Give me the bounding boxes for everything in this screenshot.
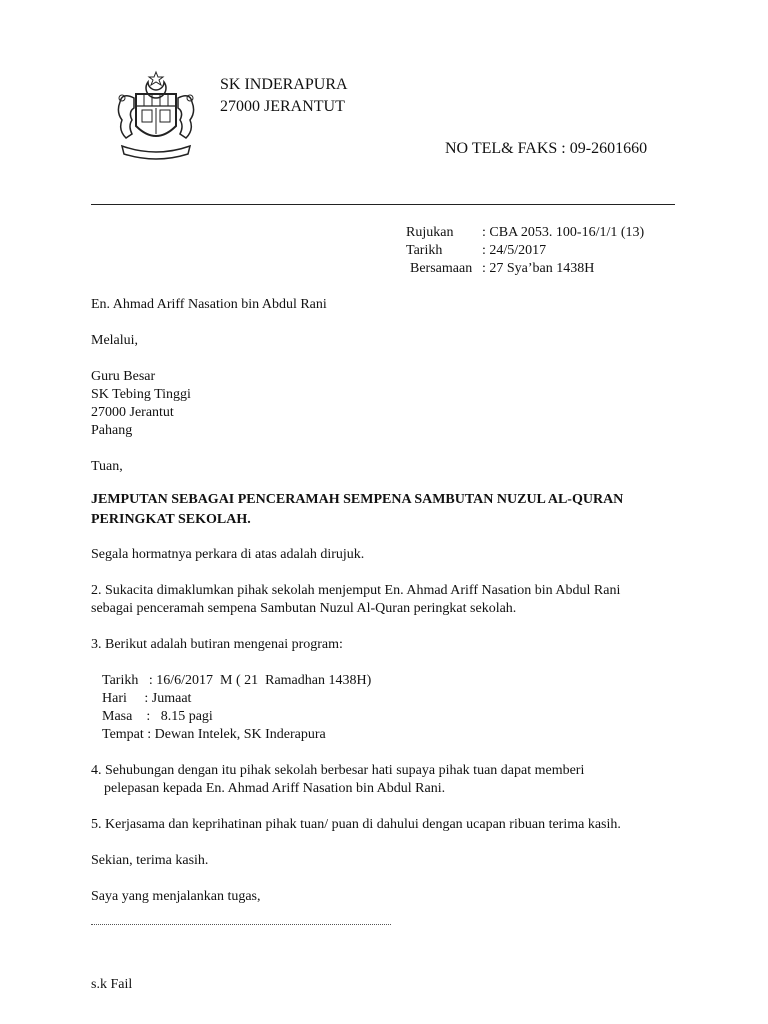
program-masa: Masa : 8.15 pagi [102,709,213,724]
address-line: Pahang [91,423,133,438]
via-label: Melalui, [91,333,139,348]
paragraph-3: 3. Berikut adalah butiran mengenai program: [91,637,343,652]
tel-fax: NO TEL& FAKS : 09-2601660 [445,140,648,157]
rujukan-label: Rujukan [406,225,454,240]
school-town: 27000 JERANTUT [220,98,345,115]
header-divider [91,204,675,205]
salutation: Tuan, [91,459,123,474]
coat-of-arms-logo [108,68,204,164]
paragraph-2-line-2: sebagai penceramah sempena Sambutan Nuzul Al-Quran peringkat sekolah. [91,601,517,616]
tarikh-value: : 24/5/2017 [482,243,547,258]
signoff: Saya yang menjalankan tugas, [91,889,261,904]
tarikh-label: Tarikh [406,243,443,258]
paragraph-2-line-1: 2. Sukacita dimaklumkan pihak sekolah menjemput En. Ahmad Ariff Nasation bin Abdul Rani [91,583,621,598]
paragraph-1: Segala hormatnya perkara di atas adalah dirujuk. [91,547,365,562]
closing: Sekian, terima kasih. [91,853,209,868]
program-tempat: Tempat : Dewan Intelek, SK Inderapura [102,727,326,742]
letter-title: JEMPUTAN SEBAGAI PENCERAMAH SEMPENA SAMBUTAN NUZUL AL-QURAN PERINGKAT SEKOLAH. [91,492,624,527]
bersamaan-label: Bersamaan [410,261,473,276]
paragraph-5: 5. Kerjasama dan keprihatinan pihak tuan/ puan di dahului dengan ucapan ribuan terima kasih. [91,817,621,832]
paragraph-4-line-1: 4. Sehubungan dengan itu pihak sekolah berbesar hati supaya pihak tuan dapat memberi [91,763,585,778]
reference-block [406,224,644,278]
address-line: SK Tebing Tinggi [91,387,191,402]
school-name: SK INDERAPURA [220,76,348,93]
reference-row [406,224,644,242]
program-tarikh: Tarikh : 16/6/2017 M ( 21 Ramadhan 1438H) [102,673,372,688]
paragraph-4-line-2: pelepasan kepada En. Ahmad Ariff Nasation bin Abdul Rani. [104,781,446,796]
recipient-name: En. Ahmad Ariff Nasation bin Abdul Rani [91,297,327,312]
program-hari: Hari : Jumaat [102,691,192,706]
cc-file: s.k Fail [91,977,133,992]
date-row [406,242,644,260]
signature-line [91,924,391,925]
bersamaan-value: : 27 Sya’ban 1438H [482,261,595,276]
address-line: Guru Besar [91,369,156,384]
address-line: 27000 Jerantut [91,405,174,420]
bersamaan-row [406,260,644,278]
rujukan-value: : CBA 2053. 100-16/1/1 (13) [482,225,645,240]
